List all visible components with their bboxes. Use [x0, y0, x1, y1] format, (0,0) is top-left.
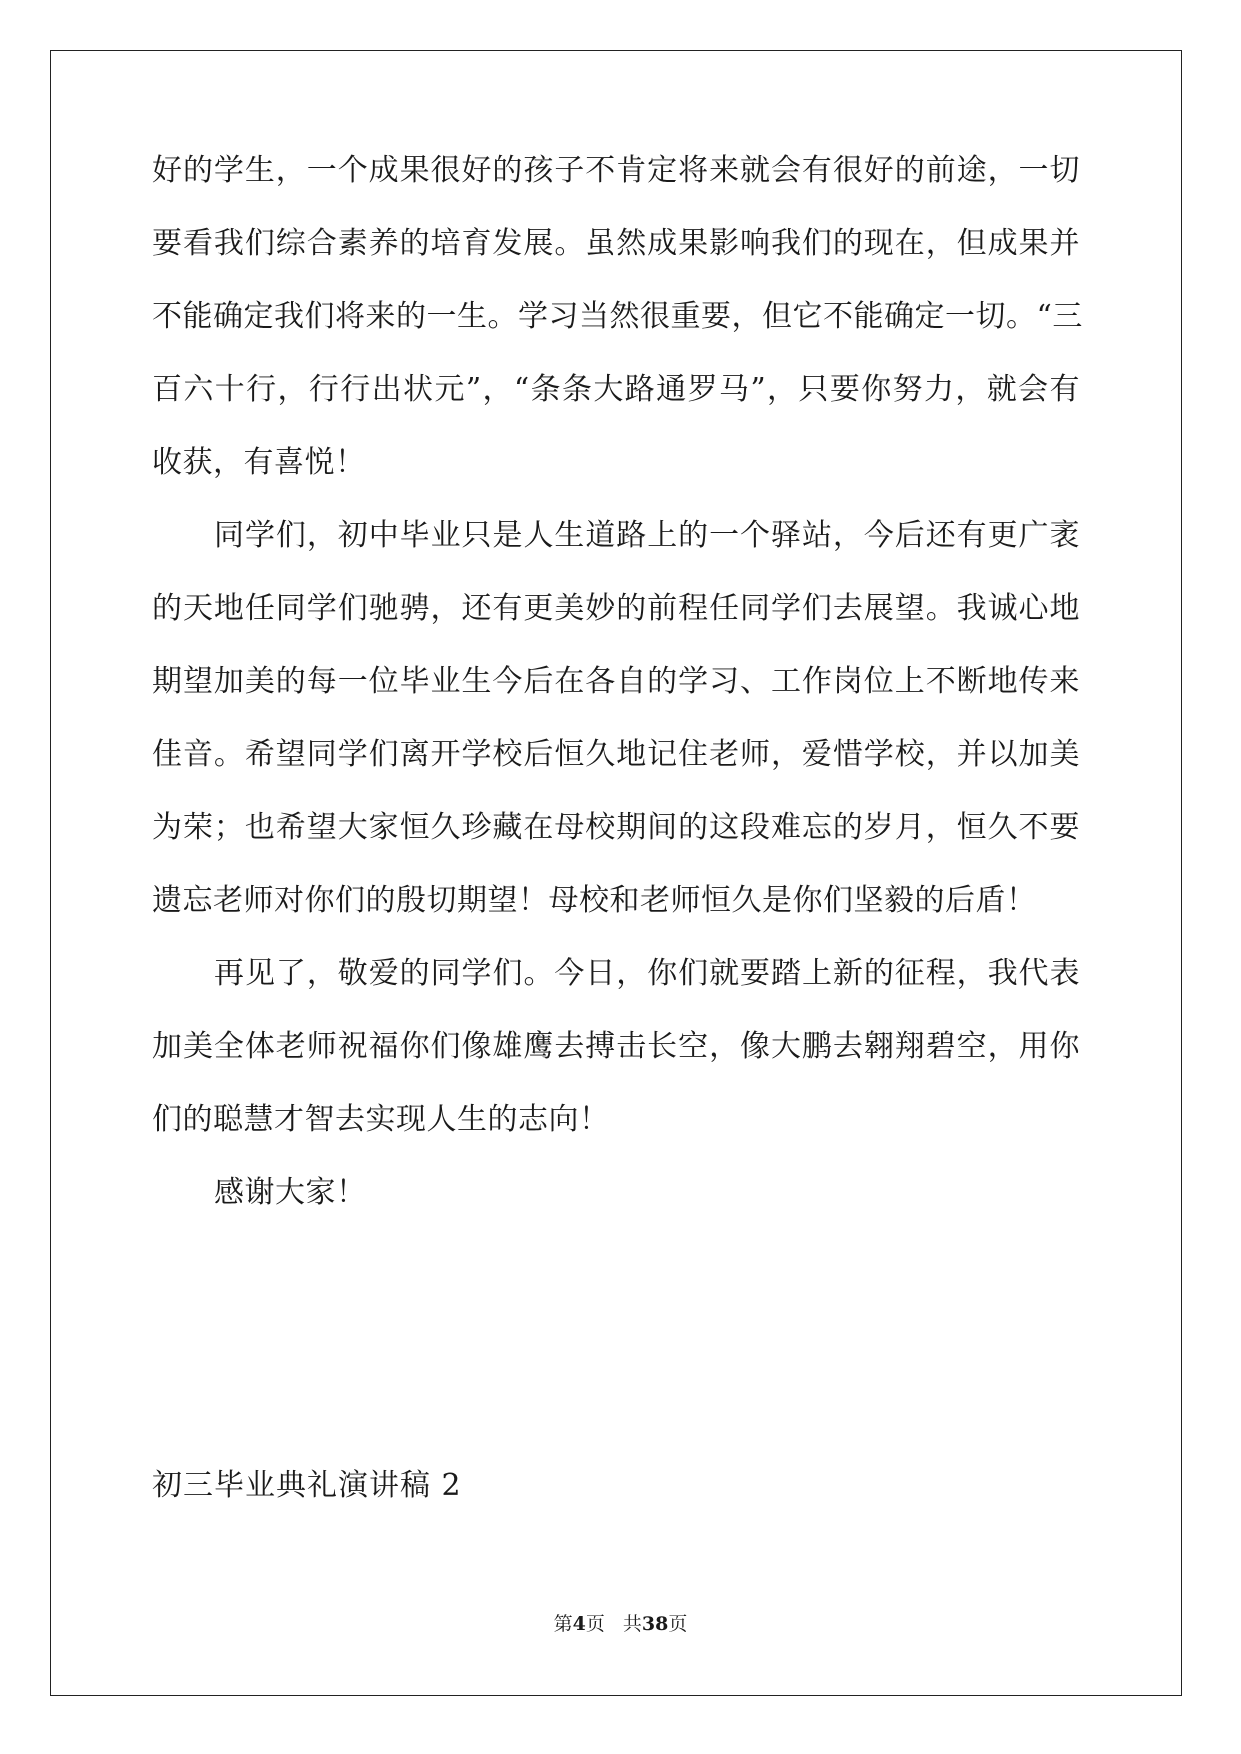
body-line: 们的聪慧才智去实现人生的志向！ — [152, 1102, 610, 1137]
current-page-number: 4 — [572, 1613, 586, 1635]
page-footer — [0, 1612, 1241, 1636]
footer-prefix: 第 — [553, 1613, 573, 1635]
body-line: 的天地任同学们驰骋，还有更美妙的前程任同学们去展望。我诚心地 — [152, 591, 1080, 626]
paragraph-first-line: 再见了，敬爱的同学们。今日，你们就要踏上新的征程，我代表 — [214, 956, 1080, 991]
body-line: 加美全体老师祝福你们像雄鹰去搏击长空，像大鹏去翱翔碧空，用你 — [152, 1029, 1080, 1064]
footer-total-word: 页 — [668, 1613, 688, 1635]
closing-line: 感谢大家！ — [214, 1175, 367, 1210]
body-line: 期望加美的每一位毕业生今后在各自的学习、工作岗位上不断地传来 — [152, 664, 1080, 699]
footer-page-word: 页 — [585, 1613, 605, 1635]
section-heading: 初三毕业典礼演讲稿 2 — [152, 1468, 462, 1503]
paragraph-first-line: 同学们，初中毕业只是人生道路上的一个驿站，今后还有更广袤 — [214, 518, 1080, 553]
body-line: 百六十行，行行出状元”，“条条大路通罗马”，只要你努力，就会有 — [152, 372, 1080, 407]
body-line: 佳音。希望同学们离开学校后恒久地记住老师，爱惜学校，并以加美 — [152, 737, 1080, 772]
body-line: 为荣；也希望大家恒久珍藏在母校期间的这段难忘的岁月，恒久不要 — [152, 810, 1080, 845]
body-line: 遗忘老师对你们的殷切期望！母校和老师恒久是你们坚毅的后盾！ — [152, 883, 1037, 918]
total-pages-number: 38 — [641, 1613, 669, 1635]
footer-total-prefix: 共 — [622, 1613, 642, 1635]
body-line: 要看我们综合素养的培育发展。虽然成果影响我们的现在，但成果并 — [152, 226, 1080, 261]
body-line: 不能确定我们将来的一生。学习当然很重要，但它不能确定一切。“三 — [152, 299, 1083, 334]
body-line: 好的学生，一个成果很好的孩子不肯定将来就会有很好的前途，一切 — [152, 153, 1080, 188]
body-line: 收获，有喜悦！ — [152, 445, 366, 480]
